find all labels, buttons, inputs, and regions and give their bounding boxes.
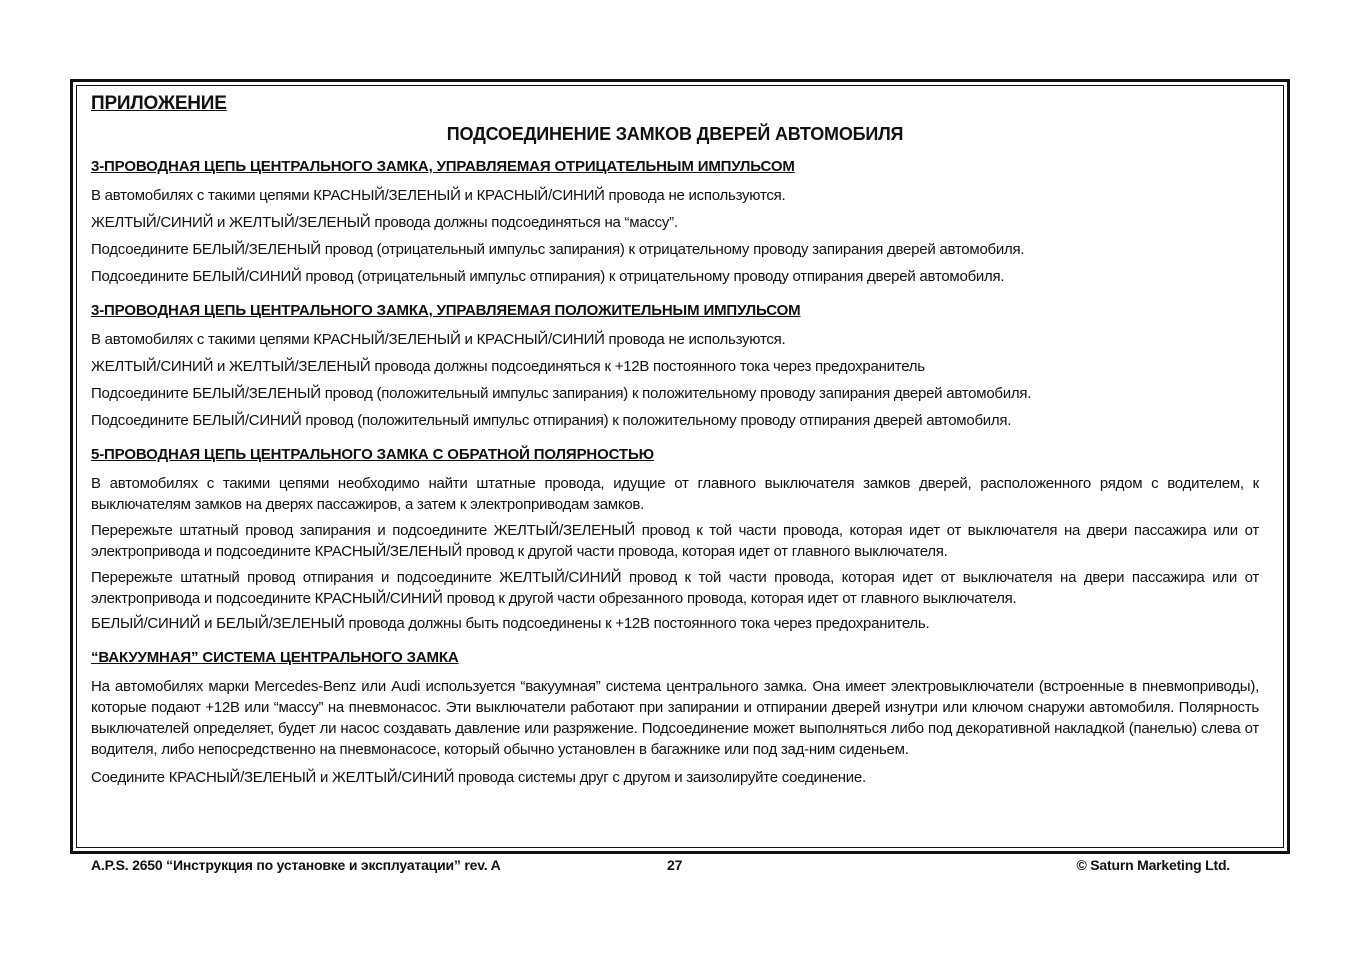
paragraph: Соедините КРАСНЫЙ/ЗЕЛЕНЫЙ и ЖЕЛТЫЙ/СИНИЙ провода системы друг с другом и заизолируйте соединение. <box>91 769 866 786</box>
paragraph: Подсоедините БЕЛЫЙ/ЗЕЛЕНЫЙ провод (отрицательный импульс запирания) к отрицательному проводу запирания дверей автомобиля. <box>91 241 1025 258</box>
footer-document-title: A.P.S. 2650 “Инструкция по установке и эксплуатации” rev. A <box>91 857 501 873</box>
page-number: 27 <box>667 857 683 873</box>
section-title: 3-ПРОВОДНАЯ ЦЕПЬ ЦЕНТРАЛЬНОГО ЗАМКА, УПРАВЛЯЕМАЯ ОТРИЦАТЕЛЬНЫМ ИМПУЛЬСОМ <box>91 158 795 175</box>
paragraph: Подсоедините БЕЛЫЙ/ЗЕЛЕНЫЙ провод (положительный импульс запирания) к положительному проводу запирания дверей автомобиля. <box>91 385 1032 402</box>
paragraph: ЖЕЛТЫЙ/СИНИЙ и ЖЕЛТЫЙ/ЗЕЛЕНЫЙ провода должны подсоединяться к +12В постоянного тока через предохранитель <box>91 358 925 375</box>
paragraph: В автомобилях с такими цепями КРАСНЫЙ/ЗЕЛЕНЫЙ и КРАСНЫЙ/СИНИЙ провода не используются. <box>91 331 786 348</box>
section-reverse-polarity <box>91 446 1259 635</box>
section-title: “ВАКУУМНАЯ” СИСТЕМА ЦЕНТРАЛЬНОГО ЗАМКА <box>91 649 459 666</box>
section-negative-pulse <box>91 158 1259 288</box>
paragraph: Перережьте штатный провод запирания и подсоедините ЖЕЛТЫЙ/ЗЕЛЕНЫЙ провод к той части провода, которая идет от выключателя на двери пассажира или от электропривода и подсоедините КРАСНЫЙ/ЗЕЛЕНЫЙ провод к другой части провода, которая идет от главного выключателя. <box>91 522 1259 560</box>
page-footer <box>91 857 1230 877</box>
paragraph: ЖЕЛТЫЙ/СИНИЙ и ЖЕЛТЫЙ/ЗЕЛЕНЫЙ провода должны подсоединяться на “массу”. <box>91 214 678 231</box>
paragraph: В автомобилях с такими цепями КРАСНЫЙ/ЗЕЛЕНЫЙ и КРАСНЫЙ/СИНИЙ провода не используются. <box>91 187 786 204</box>
paragraph: БЕЛЫЙ/СИНИЙ и БЕЛЫЙ/ЗЕЛЕНЫЙ провода должны быть подсоединены к +12В постоянного тока через предохранитель. <box>91 615 930 632</box>
section-positive-pulse <box>91 302 1259 432</box>
paragraph: В автомобилях с такими цепями необходимо найти штатные провода, идущие от главного выключателя замков дверей, расположенного рядом с водителем, к выключателям замков на дверях пассажиров, а затем к электроприводам замков. <box>91 475 1259 513</box>
footer-copyright: © Saturn Marketing Ltd. <box>1076 857 1230 873</box>
section-title: 3-ПРОВОДНАЯ ЦЕПЬ ЦЕНТРАЛЬНОГО ЗАМКА, УПРАВЛЯЕМАЯ ПОЛОЖИТЕЛЬНЫМ ИМПУЛЬСОМ <box>91 302 801 319</box>
document-content <box>91 92 1259 789</box>
paragraph: Подсоедините БЕЛЫЙ/СИНИЙ провод (положительный импульс отпирания) к положительному проводу отпирания дверей автомобиля. <box>91 412 1012 429</box>
appendix-label: ПРИЛОЖЕНИЕ <box>91 93 227 114</box>
section-title: 5-ПРОВОДНАЯ ЦЕПЬ ЦЕНТРАЛЬНОГО ЗАМКА С ОБРАТНОЙ ПОЛЯРНОСТЬЮ <box>91 446 654 463</box>
main-title: ПОДСОЕДИНЕНИЕ ЗАМКОВ ДВЕРЕЙ АВТОМОБИЛЯ <box>446 124 904 144</box>
paragraph: На автомобилях марки Mercedes-Benz или Audi используется “вакуумная” система центрального замка. Она имеет электровыключатели (встроенные в пневмоприводы), которые подают +12В или “массу” на пневмонасос. Эти выключатели работают при запирании и отпирании дверей изнутри или ключом снаружи автомобиля. Полярность выключателей определяет, будет ли насос создавать давление или разряжение. Подсоединение может выполняться либо под декоративной накладкой (панелью) слева от водителя, либо непосредственно на пневмонасосе, который обычно установлен в багажнике или под зад-ним сиденьем. <box>91 678 1259 758</box>
section-vacuum-system <box>91 649 1259 789</box>
paragraph: Перережьте штатный провод отпирания и подсоедините ЖЕЛТЫЙ/СИНИЙ провод к той части провода, которая идет от выключателя на двери пассажира или от электропривода и подсоедините КРАСНЫЙ/СИНИЙ провод к другой части обрезанного провода, которая идет от главного выключателя. <box>91 569 1259 607</box>
paragraph: Подсоедините БЕЛЫЙ/СИНИЙ провод (отрицательный импульс отпирания) к отрицательному проводу отпирания дверей автомобиля. <box>91 268 1005 285</box>
